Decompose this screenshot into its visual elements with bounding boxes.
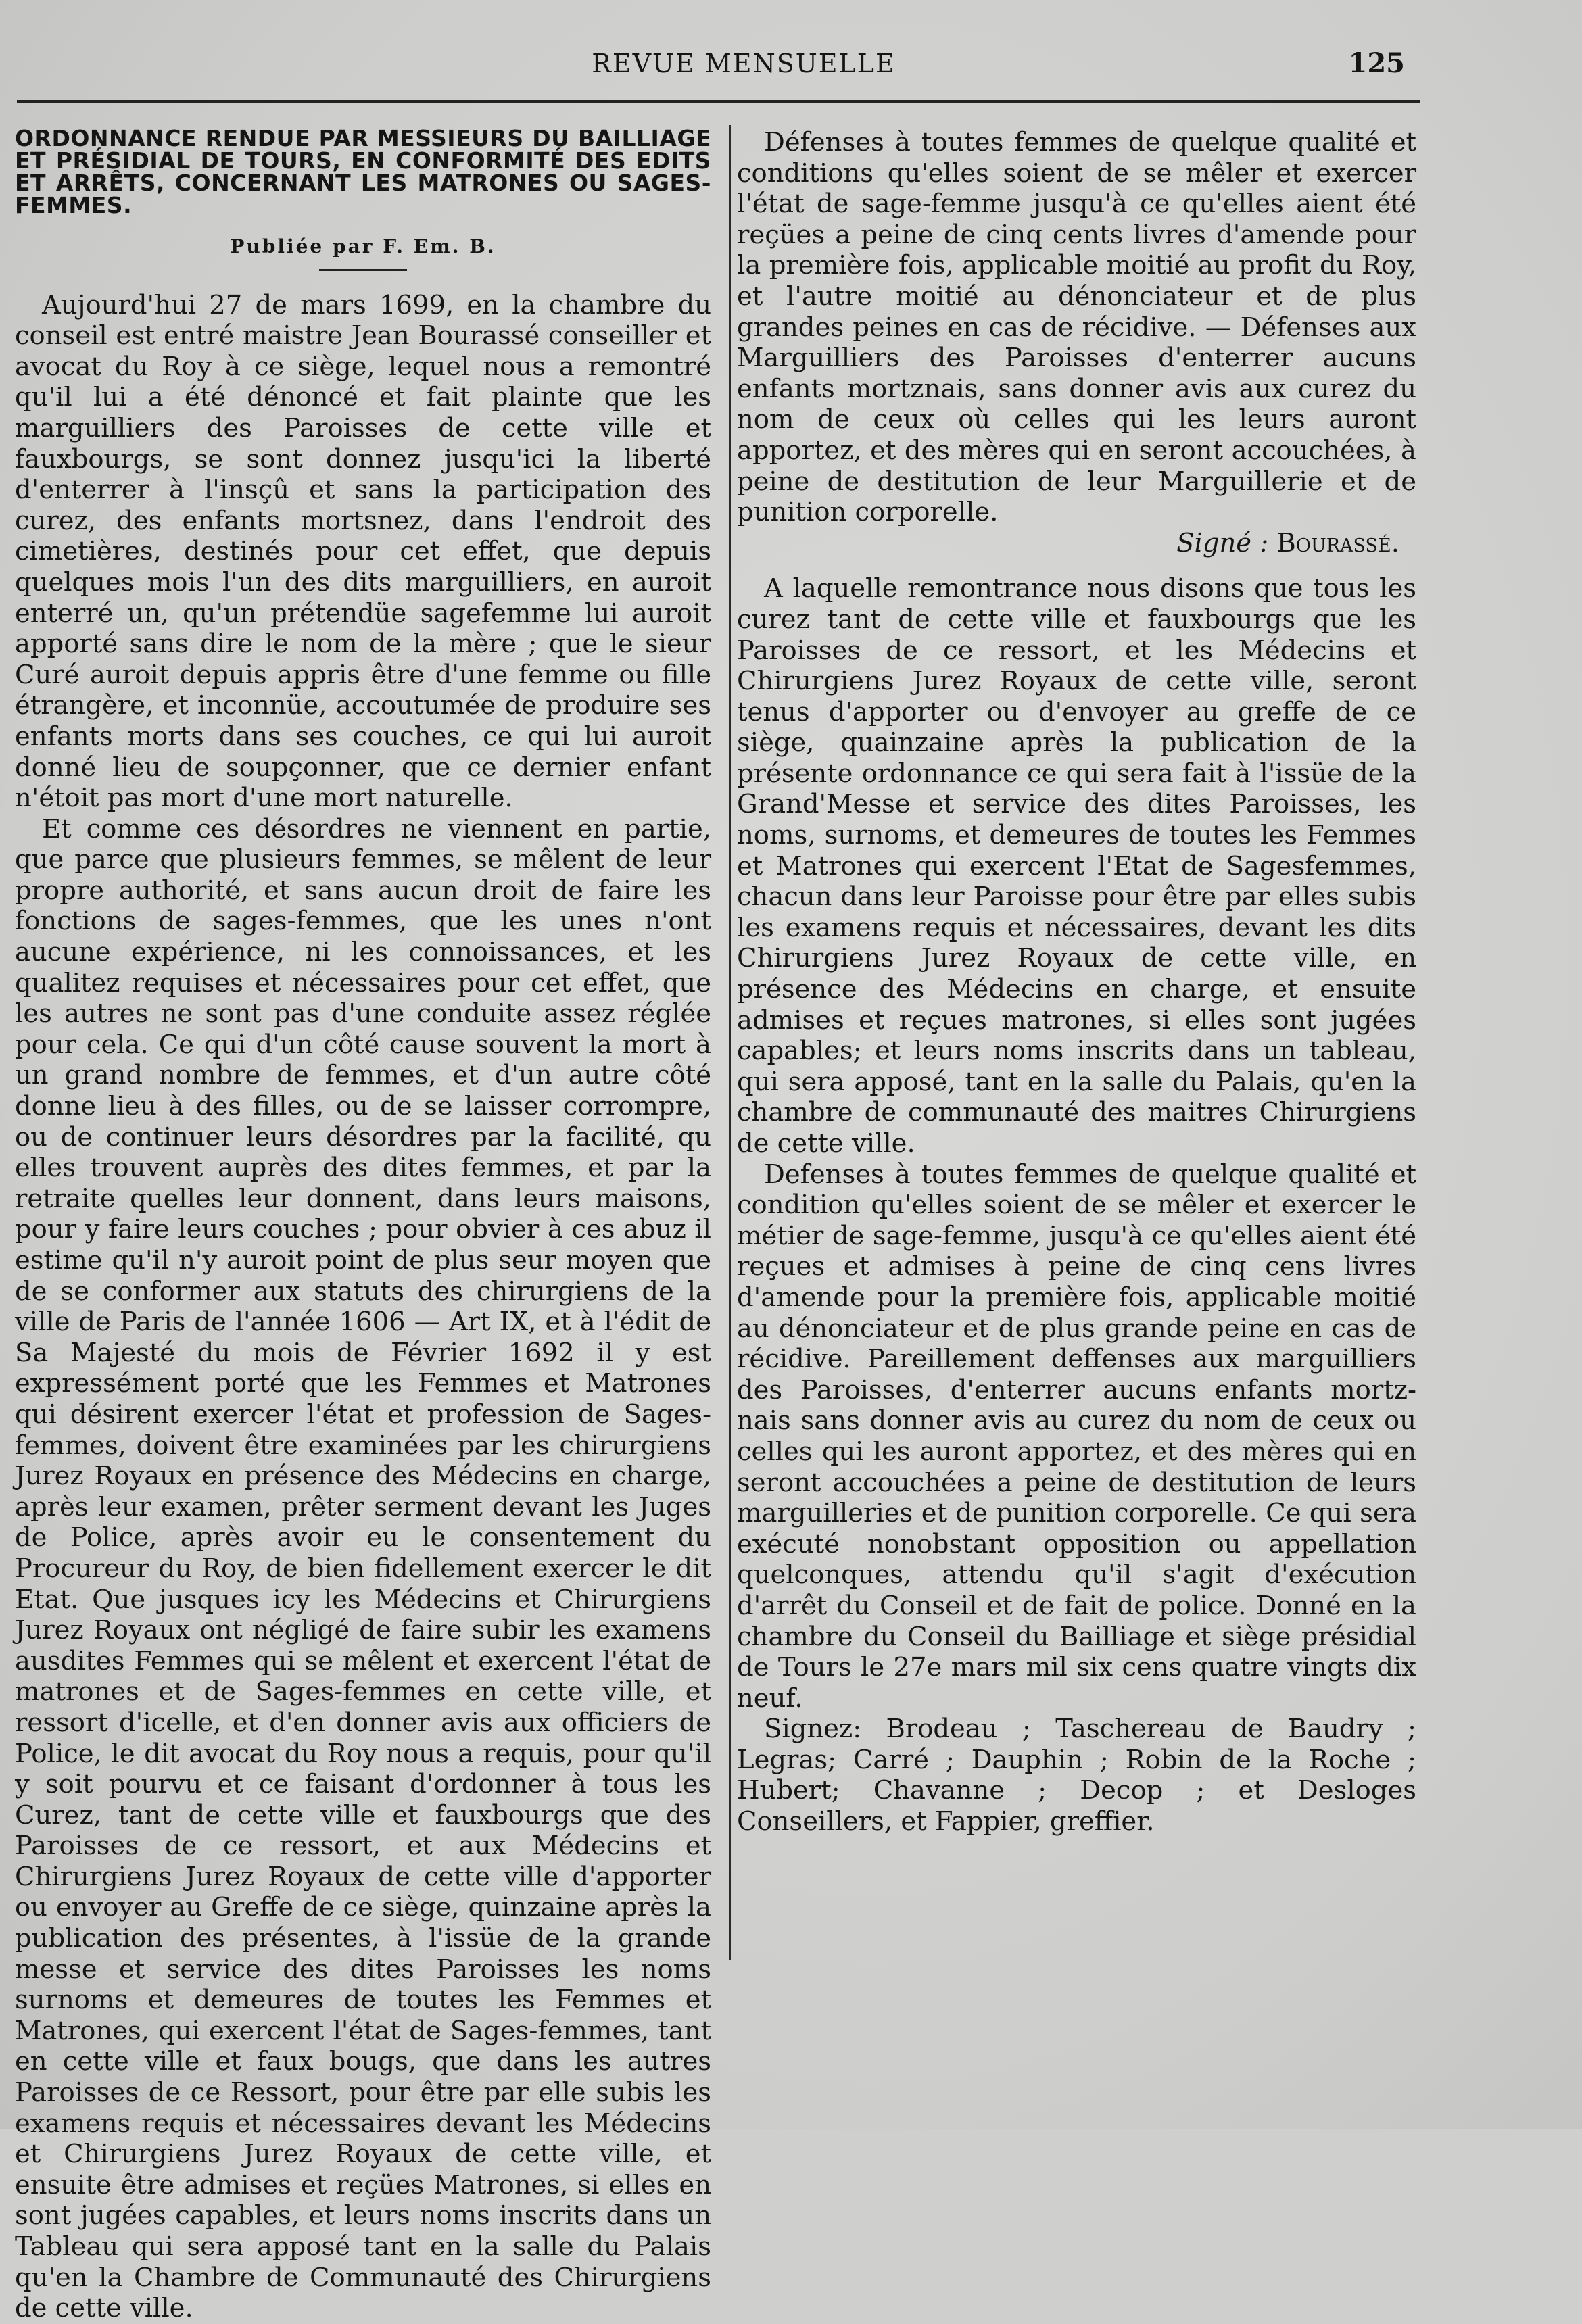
paragraph-defenses: Défenses à toutes femmes de quelque qualité et conditions qu'elles soient de se mêler et exercer l'état de sage-femme jusqu'à ce qu'elles aient été reçües a peine de cinq cents livres d'amende pour la première fois, applicable moitié au profit du Roy, et l'autre moitié au dénonciateur et de plus grandes peines en cas de récidive. — Défenses aux Marguilliers des Paroisses d'enterrer aucuns enfants mortznais, sans donner avis aux curez du nom de ceux où celles qui les leurs auront apportez, et des mères qui en seront accouchées, à peine de destitution de leur Marguillerie et de punition corporelle. bbox=[737, 127, 1416, 528]
paragraph-signatories: Signez: Brodeau ; Taschereau de Baudry ; Legras; Carré ; Dauphin ; Robin de la Roche ; Hubert; Chavanne ; Decop ; et Desloges Conseillers, et Fappier, greffier. bbox=[737, 1714, 1416, 1837]
running-head bbox=[0, 41, 1582, 88]
running-title: REVUE MENSUELLE bbox=[592, 49, 896, 78]
paragraph-prohibitions: Defenses à toutes femmes de quelque qualité et condition qu'elles soient de se mêler et exercer le métier de sage-femme, jusqu'à ce qu'elles aient été reçues et admises à peine de cinq cens livres d'amende pour la première fois, applicable moitié au dénonciateur et de plus grande peine en cas de récidive. Pareillement deffenses aux marguilliers des Paroisses, d'enterrer aucuns enfants mortz-nais sans donner avis au curez du nom de ceux ou celles qui les auront apportez, et des mères qui en seront accouchées a peine de destitution de leurs marguilleries et de punition corporelle. Ce qui sera exécuté nonobstant opposition ou appellation quelconques, attendu qu'il s'agit d'exécution d'arrêt du Conseil et de fait de police. Donné en la chambre du Conseil du Bailliage et siège présidial de Tours le 27e mars mil six cens quatre vingts dix neuf. bbox=[737, 1159, 1416, 1714]
signature-label: Signé : bbox=[1176, 527, 1269, 558]
signature-name: Bourassé. bbox=[1276, 527, 1399, 558]
paragraph-complaint: Aujourd'hui 27 de mars 1699, en la chambre du conseil est entré maistre Jean Bourassé conseiller et avocat du Roy à ce siège, lequel nous a remontré qu'il lui a été dénoncé et fait plainte que les marguilliers des Paroisses de cette ville et fauxbourgs, se sont donnez jusqu'ici la liberté d'enterrer à l'insçû et sans la participation des curez, des enfants mortsnez, dans l'endroit des cimetières, destinés pour cet effet, que depuis quelques mois l'un des dits marguilliers, en auroit enterré un, qu'un prétendüe sagefemme lui auroit apporté sans dire le nom de la mère ; que le sieur Curé auroit depuis appris être d'une femme ou fille étrangère, et inconnüe, accoutumée de produire ses enfants morts dans ses couches, ce qui lui auroit donné lieu de soupçonner, que ce dernier enfant n'étoit pas mort d'une mort naturelle. bbox=[15, 289, 711, 814]
article-byline: Publiée par F. Em. B. bbox=[230, 235, 496, 258]
signature bbox=[737, 528, 1416, 559]
byline-rule bbox=[319, 269, 407, 271]
article-title: ORDONNANCE RENDUE PAR MESSIEURS DU BAILLIAGE ET PRÉSIDIAL DE TOURS, EN CONFORMITÉ DES EDITS ET ARRÊTS, CONCERNANT LES MATRONES OU SAGES-FEMMES. bbox=[15, 125, 711, 218]
left-column bbox=[15, 127, 711, 2324]
header-rule bbox=[17, 100, 1420, 103]
right-column bbox=[737, 127, 1416, 1837]
page-number: 125 bbox=[1348, 47, 1405, 79]
paragraph-ruling: A laquelle remontrance nous disons que tous les curez tant de cette ville et fauxbourgs que les Paroisses de ce ressort, et les Médecins et Chirurgiens Jurez Royaux de cette ville, seront tenus d'apporter ou d'envoyer au greffe de ce siège, quainzaine après la publication de la présente ordonnance ce qui sera fait à l'issüe de la Grand'Messe et service des dites Paroisses, les noms, surnoms, et demeures de toutes les Femmes et Matrones qui exercent l'Etat de Sagesfemmes, chacun dans leur Paroisse pour être par elles subis les examens requis et nécessaires, devant les dits Chirurgiens Jurez Royaux de cette ville, en présence des Médecins en charge, et ensuite admises et reçues matrones, si elles sont jugées capables; et leurs noms inscrits dans un tableau, qui sera apposé, tant en la salle du Palais, qu'en la chambre de communauté des maitres Chirurgiens de cette ville. bbox=[737, 573, 1416, 1159]
column-divider bbox=[729, 125, 731, 1960]
paragraph-requisition: Et comme ces désordres ne viennent en partie, que parce que plusieurs femmes, se mêlent de leur propre authorité, et sans aucun droit de faire les fonctions de sages-femmes, que les unes n'ont aucune expérience, ni les connoissances, et les qualitez requises et nécessaires pour cet effet, que les autres ne sont pas d'une conduite assez réglée pour cela. Ce qui d'un côté cause souvent la mort à un grand nombre de femmes, et d'un autre côté donne lieu à des filles, ou de se laisser corrompre, ou de continuer leurs désordres par la facilité, qu elles trouvent auprès des dites femmes, et par la retraite quelles leur donnent, dans leurs maisons, pour y faire leurs couches ; pour obvier à ces abuz il estime qu'il n'y auroit point de plus seur moyen que de se conformer aux statuts des chirurgiens de la ville de Paris de l'année 1606 — Art IX, et à l'édit de Sa Majesté du mois de Février 1692 il y est expressément porté que les Femmes et Matrones qui désirent exercer l'état et profession de Sages-femmes, doivent être examinées par les chirurgiens Jurez Royaux en présence des Médecins en charge, après leur examen, prêter serment devant les Juges de Police, après avoir eu le consentement du Procureur du Roy, de bien fidellement exercer le dit Etat. Que jusques icy les Médecins et Chirurgiens Jurez Royaux ont négligé de faire subir les examens ausdites Femmes qui se mêlent et exercent l'état de matrones et de Sages-femmes en cette ville, et ressort d'icelle, et d'en donner avis aux officiers de Police, le dit avocat du Roy nous a requis, pour qu'il y soit pourvu et ce faisant d'ordonner à tous les Curez, tant de cette ville et fauxbourgs que des Paroisses de ce ressort, et aux Médecins et Chirurgiens Jurez Royaux de cette ville d'apporter ou envoyer au Greffe de ce siège, quinzaine après la publication des présentes, à l'issüe de la grande messe et service des dites Paroisses les noms surnoms et demeures de toutes les Femmes et Matrones, qui exercent l'état de Sages-femmes, tant en cette ville et faux bougs, que dans les autres Paroisses de ce Ressort, pour être par elle subis les examens requis et nécessaires devant les Médecins et Chirurgiens Jurez Royaux de cette ville, et ensuite être admises et reçües Matrones, si elles en sont jugées capables, et leurs noms inscrits dans un Tableau qui sera apposé tant en la salle du Palais qu'en la Chambre de Communauté des Chirurgiens de cette ville. bbox=[15, 813, 711, 2324]
